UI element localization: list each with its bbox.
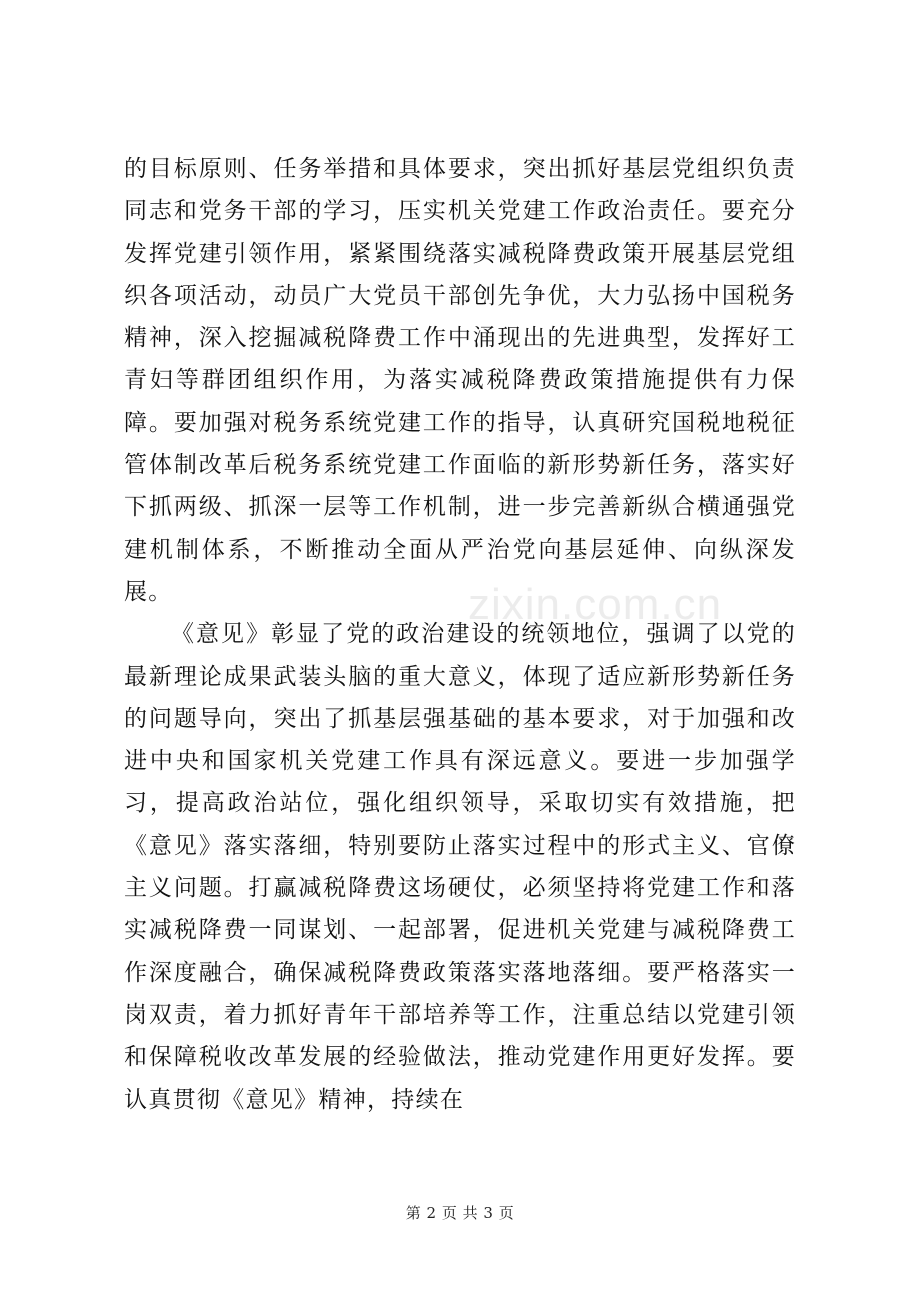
paragraph: 《意见》彰显了党的政治建设的统领地位，强调了以党的最新理论成果武装头脑的重大意义，体现了适应新形势新任务的问题导向，突出了抓基层强基础的基本要求，对于加强和改进中央和国家机关党建工作具有深远意义。要进一步加强学习，提高政治站位，强化组织领导，采取切实有效措施，把《意见》落实落细，特别要防止落实过程中的形式主义、官僚主义问题。打赢减税降费这场硬仗，必须坚持将党建工作和落实减税降费一同谋划、一起部署，促进机关党建与减税降费工作深度融合，确保减税降费政策落实落地落细。要严格落实一岗双责，着力抓好青年干部培养等工作，注重总结以党建引领和保障税收改革发展的经验做法，推动党建作用更好发挥。要认真贯彻《意见》精神，持续在 [124,621,796,1113]
page-footer: 第 2 页 共 3 页 [405,1204,515,1222]
paragraph: 的目标原则、任务举措和具体要求，突出抓好基层党组织负责同志和党务干部的学习，压实机关党建工作政治责任。要充分发挥党建引领作用，紧紧围绕落实减税降费政策开展基层党组织各项活动，动员广大党员干部创先争优，大力弘扬中国税务精神，深入挖掘减税降费工作中涌现出的先进典型，发挥好工青妇等群团组织作用，为落实减税降费政策措施提供有力保障。要加强对税务系统党建工作的指导，认真研究国税地税征管体制改革后税务系统党建工作面临的新形势新任务，落实好下抓两级、抓深一层等工作机制，进一步完善新纵合横通强党建机制体系，不断推动全面从严治党向基层延伸、向纵深发展。 [124,156,796,605]
document-body [124,148,796,1121]
watermark: zixin.com.cn [468,580,723,629]
